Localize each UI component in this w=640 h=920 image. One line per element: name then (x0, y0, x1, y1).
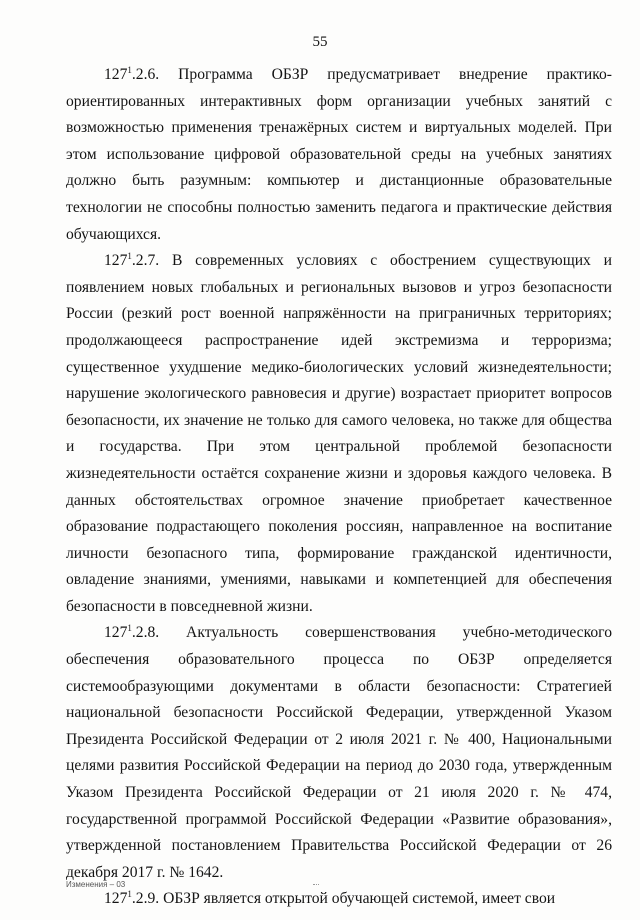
paragraph-127-1-2-6 (66, 62, 612, 248)
page-number: 55 (312, 34, 328, 50)
paragraph-text: В современных условиях с обострением существующих и появлением новых глобальных и региональных вызовов и угроз безопасности России (резкий рост военной напряжённости на приграничных территориях; продолжающееся распространение идей экстремизма и терроризма; существенное ухудшение медико-биологических условий жизнедеятельности; нарушение экологического равновесия и другие) возрастает приоритет вопросов безопасности, их значение не только для самого человека, но также для общества и государства. При этом центральной проблемой безопасности жизнедеятельности остаётся сохранение жизни и здоровья каждого человека. В данных обстоятельствах огромное значение приобретает качественное образование подрастающего поколения россиян, направленное на воспитание личности безопасного типа, формирование гражданской идентичности, овладение знаниями, умениями, навыками и компетенцией для обеспечения безопасности в повседневной жизни. (66, 252, 612, 615)
paragraph-text: Программа ОБЗР предусматривает внедрение практико-ориентированных интерактивных форм организации учебных занятий с возможностью применения тренажёрных систем и виртуальных моделей. При этом использование цифровой образовательной среды на учебных занятиях должно быть разумным: компьютер и дистанционные образовательные технологии не способны полностью заменить педагога и практические действия обучающихся. (66, 66, 612, 243)
paragraph-127-1-2-9 (66, 886, 612, 913)
footer-note: Изменения – 03 (66, 880, 126, 889)
clause-number: $127^1.2.6$. (104, 64, 160, 83)
paragraph-text: Актуальность совершенствования учебно-методического обеспечения образовательного процесса по ОБЗР определяется системообразующими документами в области безопасности: Стратегией национальной безопасности Российской Федерации, утвержденной Указом Президента Российской Федерации от 2 июля 2021 г. № 400, Национальными целями развития Российской Федерации на период до 2030 года, утвержденным Указом Президента Российской Федерации от 21 июля 2020 г. № 474, государственной программой Российской Федерации «Развитие образования», утвержденной постановлением Правительства Российской Федерации от 26 декабря 2017 г. № 1642. (66, 624, 612, 881)
paragraph-127-1-2-8 (66, 620, 612, 886)
paragraph-text: ОБЗР является открытой обучающей системой, имеет свои (159, 890, 556, 908)
paragraph-127-1-2-7 (66, 248, 612, 620)
clause-number: $127^1.2.7$. (104, 250, 160, 270)
clause-number: $127^1.2.9$. (104, 889, 160, 908)
clause-number: $127^1.2.8$. (104, 623, 160, 642)
scan-artifact (313, 884, 319, 888)
document-body (66, 62, 612, 913)
